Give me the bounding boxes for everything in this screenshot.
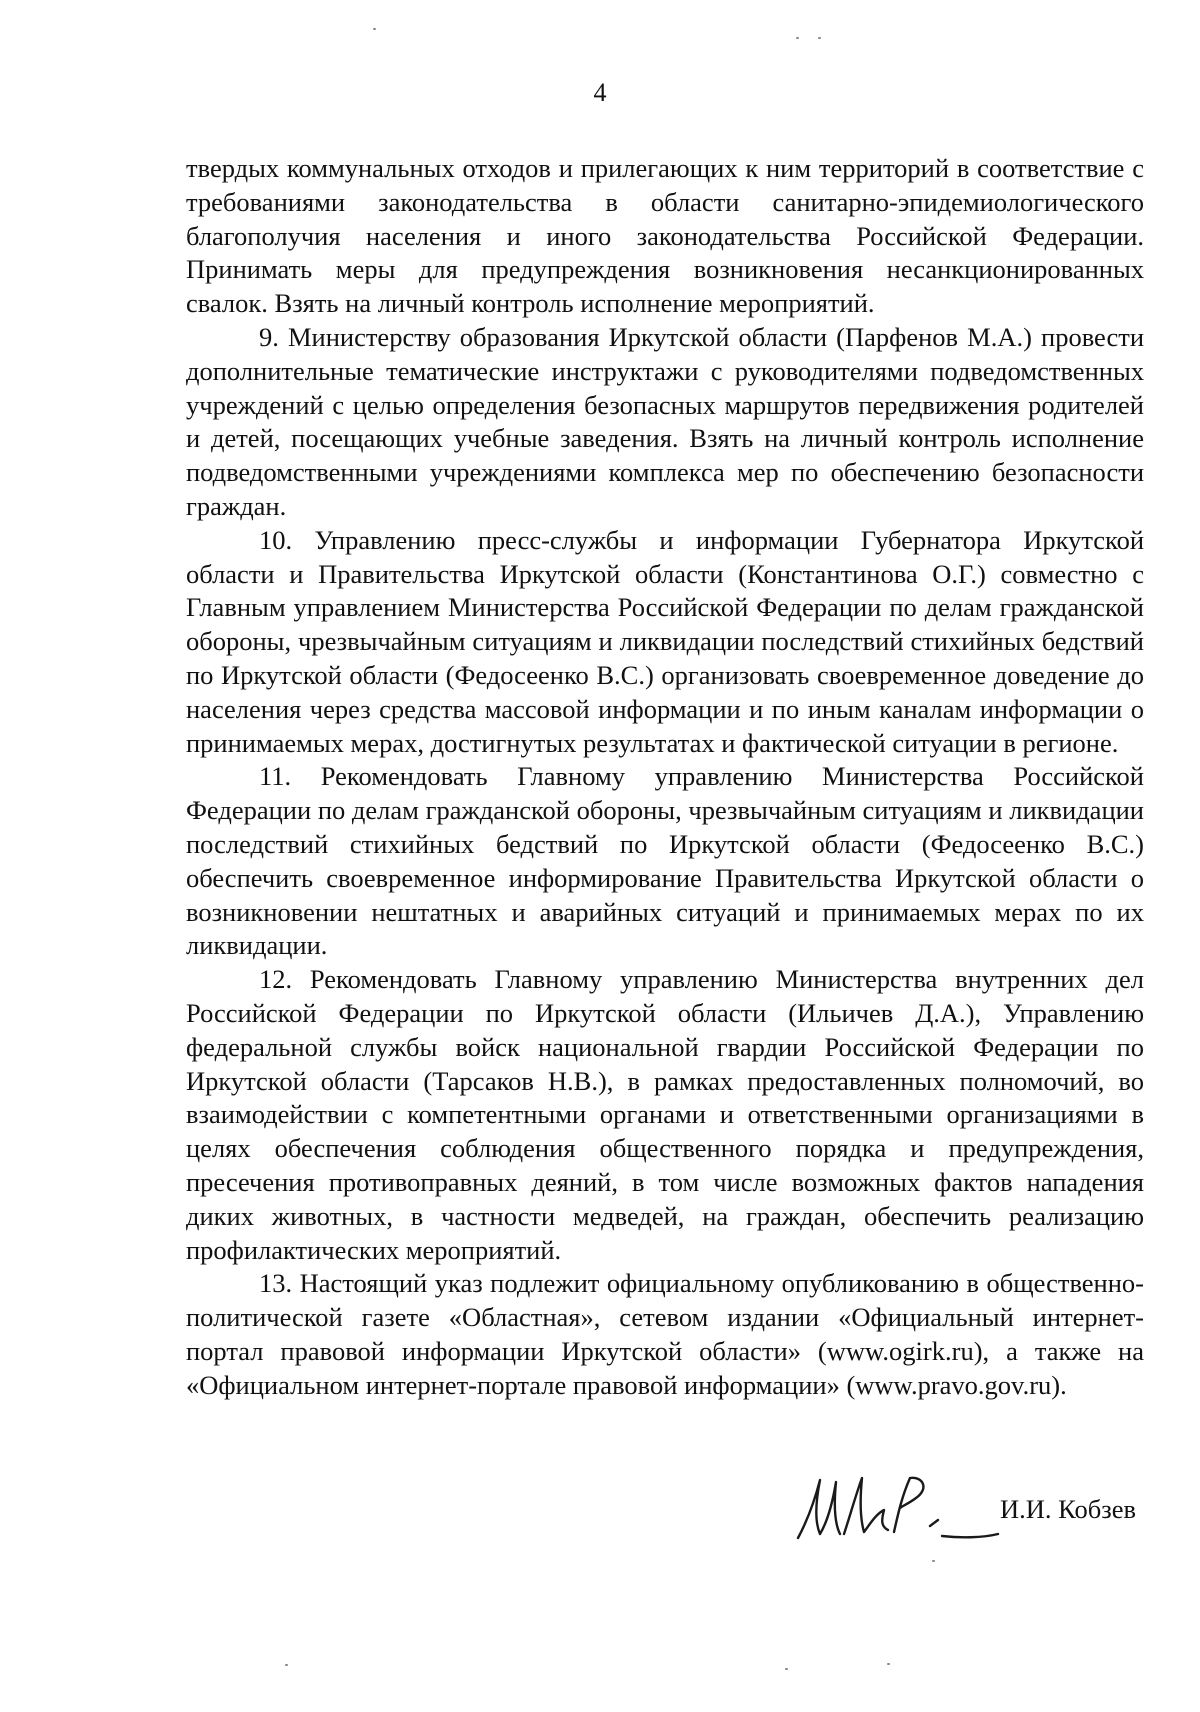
signer-name: И.И. Кобзев <box>1000 1494 1136 1524</box>
scan-speck <box>796 37 799 39</box>
document-body <box>186 152 1144 1402</box>
signature-block <box>790 1468 1150 1548</box>
paragraph-item-13: 13. Настоящий указ подлежит официальному опубликованию в общественно-политической газете «Областная», сетевом издании «Официальный интернет-портал правовой информации Иркутской области» (www.ogirk.ru), а также на «Официальном интернет-портале правовой информации» (www.pravo.gov.ru). <box>186 1268 1144 1400</box>
scan-speck <box>785 1668 788 1670</box>
scan-speck <box>932 1560 935 1562</box>
handwritten-signature <box>790 1468 1000 1548</box>
scan-speck <box>818 37 821 39</box>
page-number: 4 <box>593 78 607 107</box>
paragraph-item-9: 9. Министерству образования Иркутской области (Парфенов М.А.) провести дополнительные тематические инструктажи с руководителями подведомственных учреждений с целью определения безопасных маршрутов передвижения родителей и детей, посещающих учебные заведения. Взять на личный контроль исполнение подведомственными учреждениями комплекса мер по обеспечению безопасности граждан. <box>186 321 1144 521</box>
scan-speck <box>285 1664 288 1666</box>
scan-speck <box>887 1663 890 1665</box>
paragraph-item-10: 10. Управлению пресс-службы и информации Губернатора Иркутской области и Правительства Иркутской области (Константинова О.Г.) совместно с Главным управлением Министерства Российской Федерации по делам гражданской обороны, чрезвычайным ситуациям и ликвидации последствий стихийных бедствий по Иркутской области (Федосеенко В.С.) организовать своевременное доведение до населения через средства массовой информации и по иным каналам информации о принимаемых мерах, достигнутых результатах и фактической ситуации в регионе. <box>186 524 1144 758</box>
paragraph-item-12: 12. Рекомендовать Главному управлению Министерства внутренних дел Российской Федерации по Иркутской области (Ильичев Д.А.), Управлению федеральной службы войск национальной гвардии Российской Федерации по Иркутской области (Тарсаков Н.В.), в рамках предоставленных полномочий, во взаимодействии с компетентными органами и ответственными организациями в целях обеспечения соблюдения общественного порядка и предупреждения, пресечения противоправных деяний, в том числе возможных фактов нападения диких животных, в частности медведей, на граждан, обеспечить реализацию профилактических мероприятий. <box>186 964 1144 1265</box>
paragraph-continuation: твердых коммунальных отходов и прилегающих к ним территорий в соответствие с требованиями законодательства в области санитарно-эпидемиологического благополучия населения и иного законодательства Российской Федерации. Принимать меры для предупреждения возникновения несанкционированных свалок. Взять на личный контроль исполнение мероприятий. <box>186 153 1144 319</box>
paragraph-item-11: 11. Рекомендовать Главному управлению Министерства Российской Федерации по делам гражданской обороны, чрезвычайным ситуациям и ликвидации последствий стихийных бедствий по Иркутской области (Федосеенко В.С.) обеспечить своевременное информирование Правительства Иркутской области о возникновении нештатных и аварийных ситуаций и принимаемых мерах по их ликвидации. <box>186 761 1144 961</box>
scan-speck <box>373 28 376 30</box>
